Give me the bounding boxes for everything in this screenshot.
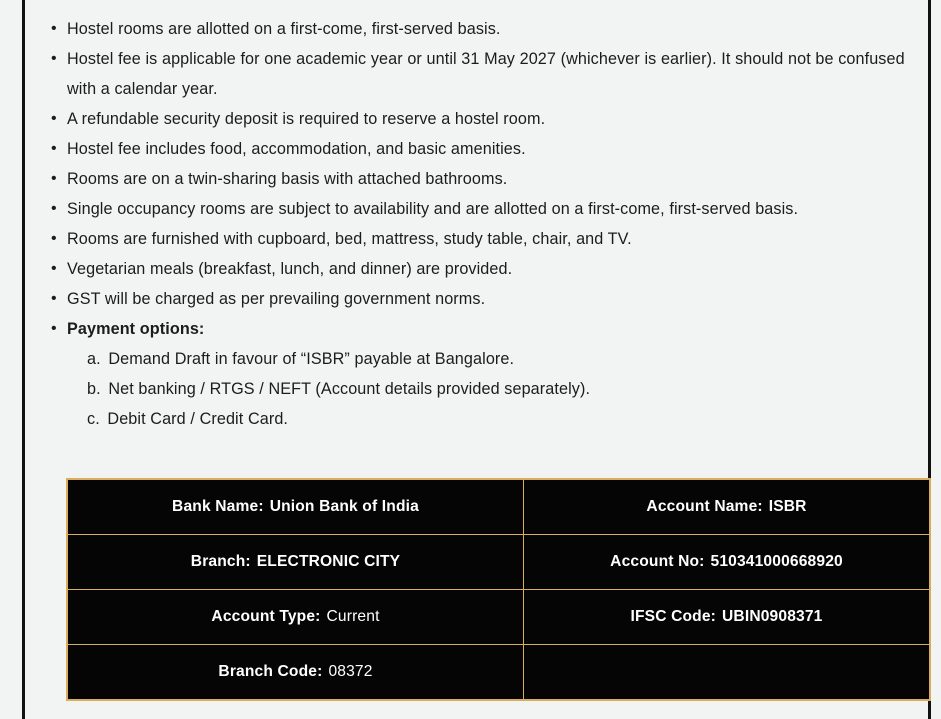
table-cell-label: Account No: — [610, 553, 705, 570]
table-cell-value: ISBR — [768, 498, 807, 515]
term-text: Hostel rooms are allotted on a first-come, first-served basis. — [67, 20, 501, 38]
table-cell-label: IFSC Code: — [630, 608, 717, 625]
payment-option-text: Debit Card / Credit Card. — [107, 410, 289, 428]
table-row — [67, 535, 930, 590]
payment-option-marker: a. — [87, 350, 101, 368]
table-cell-label: Branch Code: — [218, 663, 323, 680]
page-content — [25, 0, 928, 719]
table-cell — [524, 590, 931, 645]
term-text: Payment options: — [67, 320, 205, 338]
table-cell-value: ELECTRONIC CITY — [256, 553, 401, 570]
table-cell-value: UBIN0908371 — [722, 608, 823, 625]
table-cell — [524, 479, 931, 535]
payment-option-marker: b. — [87, 380, 101, 398]
payment-option-item — [25, 404, 928, 434]
hostel-terms-list — [25, 0, 928, 344]
term-list-item — [25, 14, 928, 44]
payment-option-item — [25, 374, 928, 404]
table-cell — [67, 535, 524, 590]
term-list-item — [25, 104, 928, 134]
table-cell-label: Account Name: — [646, 498, 763, 515]
term-text: A refundable security deposit is required to reserve a hostel room. — [67, 110, 546, 128]
table-cell — [67, 479, 524, 535]
bank-details-section — [66, 478, 904, 701]
bullet-icon: • — [51, 230, 57, 247]
bullet-icon: • — [51, 110, 57, 127]
bullet-icon: • — [51, 140, 57, 157]
bullet-icon: • — [51, 170, 57, 187]
term-text: Vegetarian meals (breakfast, lunch, and dinner) are provided. — [67, 260, 513, 278]
bullet-icon: • — [51, 200, 57, 217]
table-cell-value: Union Bank of India — [269, 498, 419, 515]
term-list-item — [25, 224, 928, 254]
table-row — [67, 590, 930, 645]
table-cell-label: Account Type: — [211, 608, 321, 625]
bullet-icon: • — [51, 50, 57, 67]
term-text: Rooms are furnished with cupboard, bed, mattress, study table, chair, and TV. — [67, 230, 632, 248]
bullet-icon: • — [51, 20, 57, 37]
payment-option-text: Demand Draft in favour of “ISBR” payable at Bangalore. — [108, 350, 515, 368]
term-list-item — [25, 44, 928, 104]
payment-option-item — [25, 344, 928, 374]
term-list-item — [25, 254, 928, 284]
bullet-icon: • — [51, 260, 57, 277]
term-list-item — [25, 314, 928, 344]
term-text: GST will be charged as per prevailing government norms. — [67, 290, 486, 308]
term-text: Hostel fee is applicable for one academic year or until 31 May 2027 (whichever is earlier). It should not be confused with a calendar year. — [67, 50, 905, 98]
table-row — [67, 645, 930, 701]
table-cell-empty — [524, 645, 931, 701]
term-text: Rooms are on a twin-sharing basis with attached bathrooms. — [67, 170, 508, 188]
table-cell-value: 510341000668920 — [710, 553, 843, 570]
table-cell-value: 08372 — [328, 663, 373, 680]
term-list-item — [25, 134, 928, 164]
payment-option-text: Net banking / RTGS / NEFT (Account details provided separately). — [108, 380, 591, 398]
term-list-item — [25, 164, 928, 194]
payment-option-marker: c. — [87, 410, 100, 428]
bank-details-table-body — [67, 479, 930, 700]
term-text: Hostel fee includes food, accommodation, and basic amenities. — [67, 140, 526, 158]
term-list-item — [25, 194, 928, 224]
term-text: Single occupancy rooms are subject to availability and are allotted on a first-come, first-served basis. — [67, 200, 799, 218]
table-cell-label: Branch: — [190, 553, 251, 570]
table-cell-label: Bank Name: — [172, 498, 264, 515]
table-cell — [524, 535, 931, 590]
table-cell-value: Current — [326, 608, 380, 625]
bullet-icon: • — [51, 290, 57, 307]
table-row — [67, 479, 930, 535]
bank-details-table — [66, 478, 931, 701]
bullet-icon: • — [51, 320, 57, 337]
term-list-item — [25, 284, 928, 314]
table-cell — [67, 590, 524, 645]
table-cell — [67, 645, 524, 701]
payment-options-list — [25, 344, 928, 434]
